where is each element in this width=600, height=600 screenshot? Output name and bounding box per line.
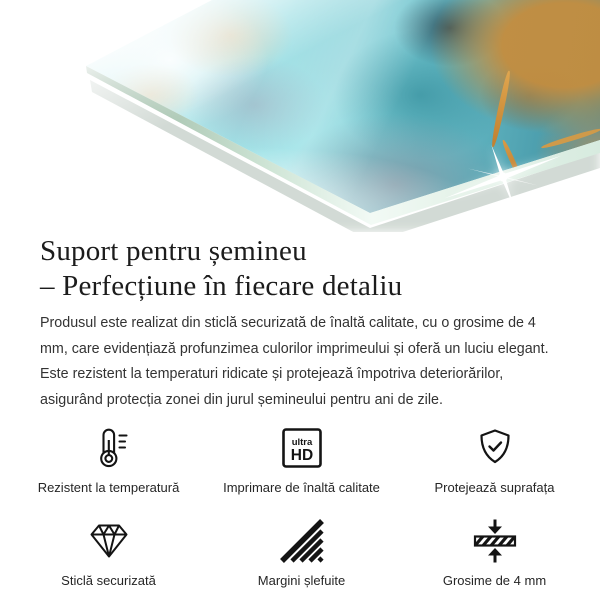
sparkle-icon	[433, 127, 573, 227]
product-hero-image	[0, 0, 600, 232]
feature-label: Grosime de 4 mm	[442, 573, 547, 588]
feature-temperature	[12, 425, 205, 496]
feature-label: Protejează suprafața	[434, 480, 555, 495]
ultra-hd-icon	[280, 425, 324, 471]
feature-tempered-glass	[12, 518, 205, 589]
feature-label: Margini șlefuite	[257, 573, 346, 588]
feature-label: Imprimare de înaltă calitate	[223, 480, 380, 495]
feature-label: Rezistent la temperatură	[37, 480, 180, 495]
page-title-line-1: Suport pentru șemineu	[40, 235, 307, 267]
thickness-arrows-icon	[471, 518, 519, 564]
feature-polished-edges	[205, 518, 398, 589]
product-description: Produsul este realizat din sticlă securizată de înaltă calitate, cu o grosime de 4 mm, care evidențiază profunzimea culorilor imprimeului și oferă un luciu elegant. Este rezistent la temperaturi ridicate și protejează împotriva deteriorărilor, asigurând protecția zonei din jurul șemineului pentru ani de zile.	[40, 315, 549, 408]
thermometer-icon	[87, 425, 131, 471]
features-grid	[12, 425, 591, 589]
diamond-icon	[87, 518, 131, 564]
feature-print-quality	[205, 425, 398, 496]
ultra-hd-icon-text-top: ultra	[291, 437, 312, 448]
ultra-hd-icon-text-bottom: HD	[290, 447, 313, 464]
feature-thickness	[398, 518, 591, 589]
page-title-line-2: – Perfecțiune în fiecare detaliu	[40, 270, 403, 302]
page-title	[40, 234, 560, 304]
shield-check-icon	[473, 425, 517, 471]
polished-edges-icon	[279, 518, 325, 564]
feature-label: Sticlă securizată	[61, 573, 156, 588]
feature-protects-surface	[398, 425, 591, 496]
